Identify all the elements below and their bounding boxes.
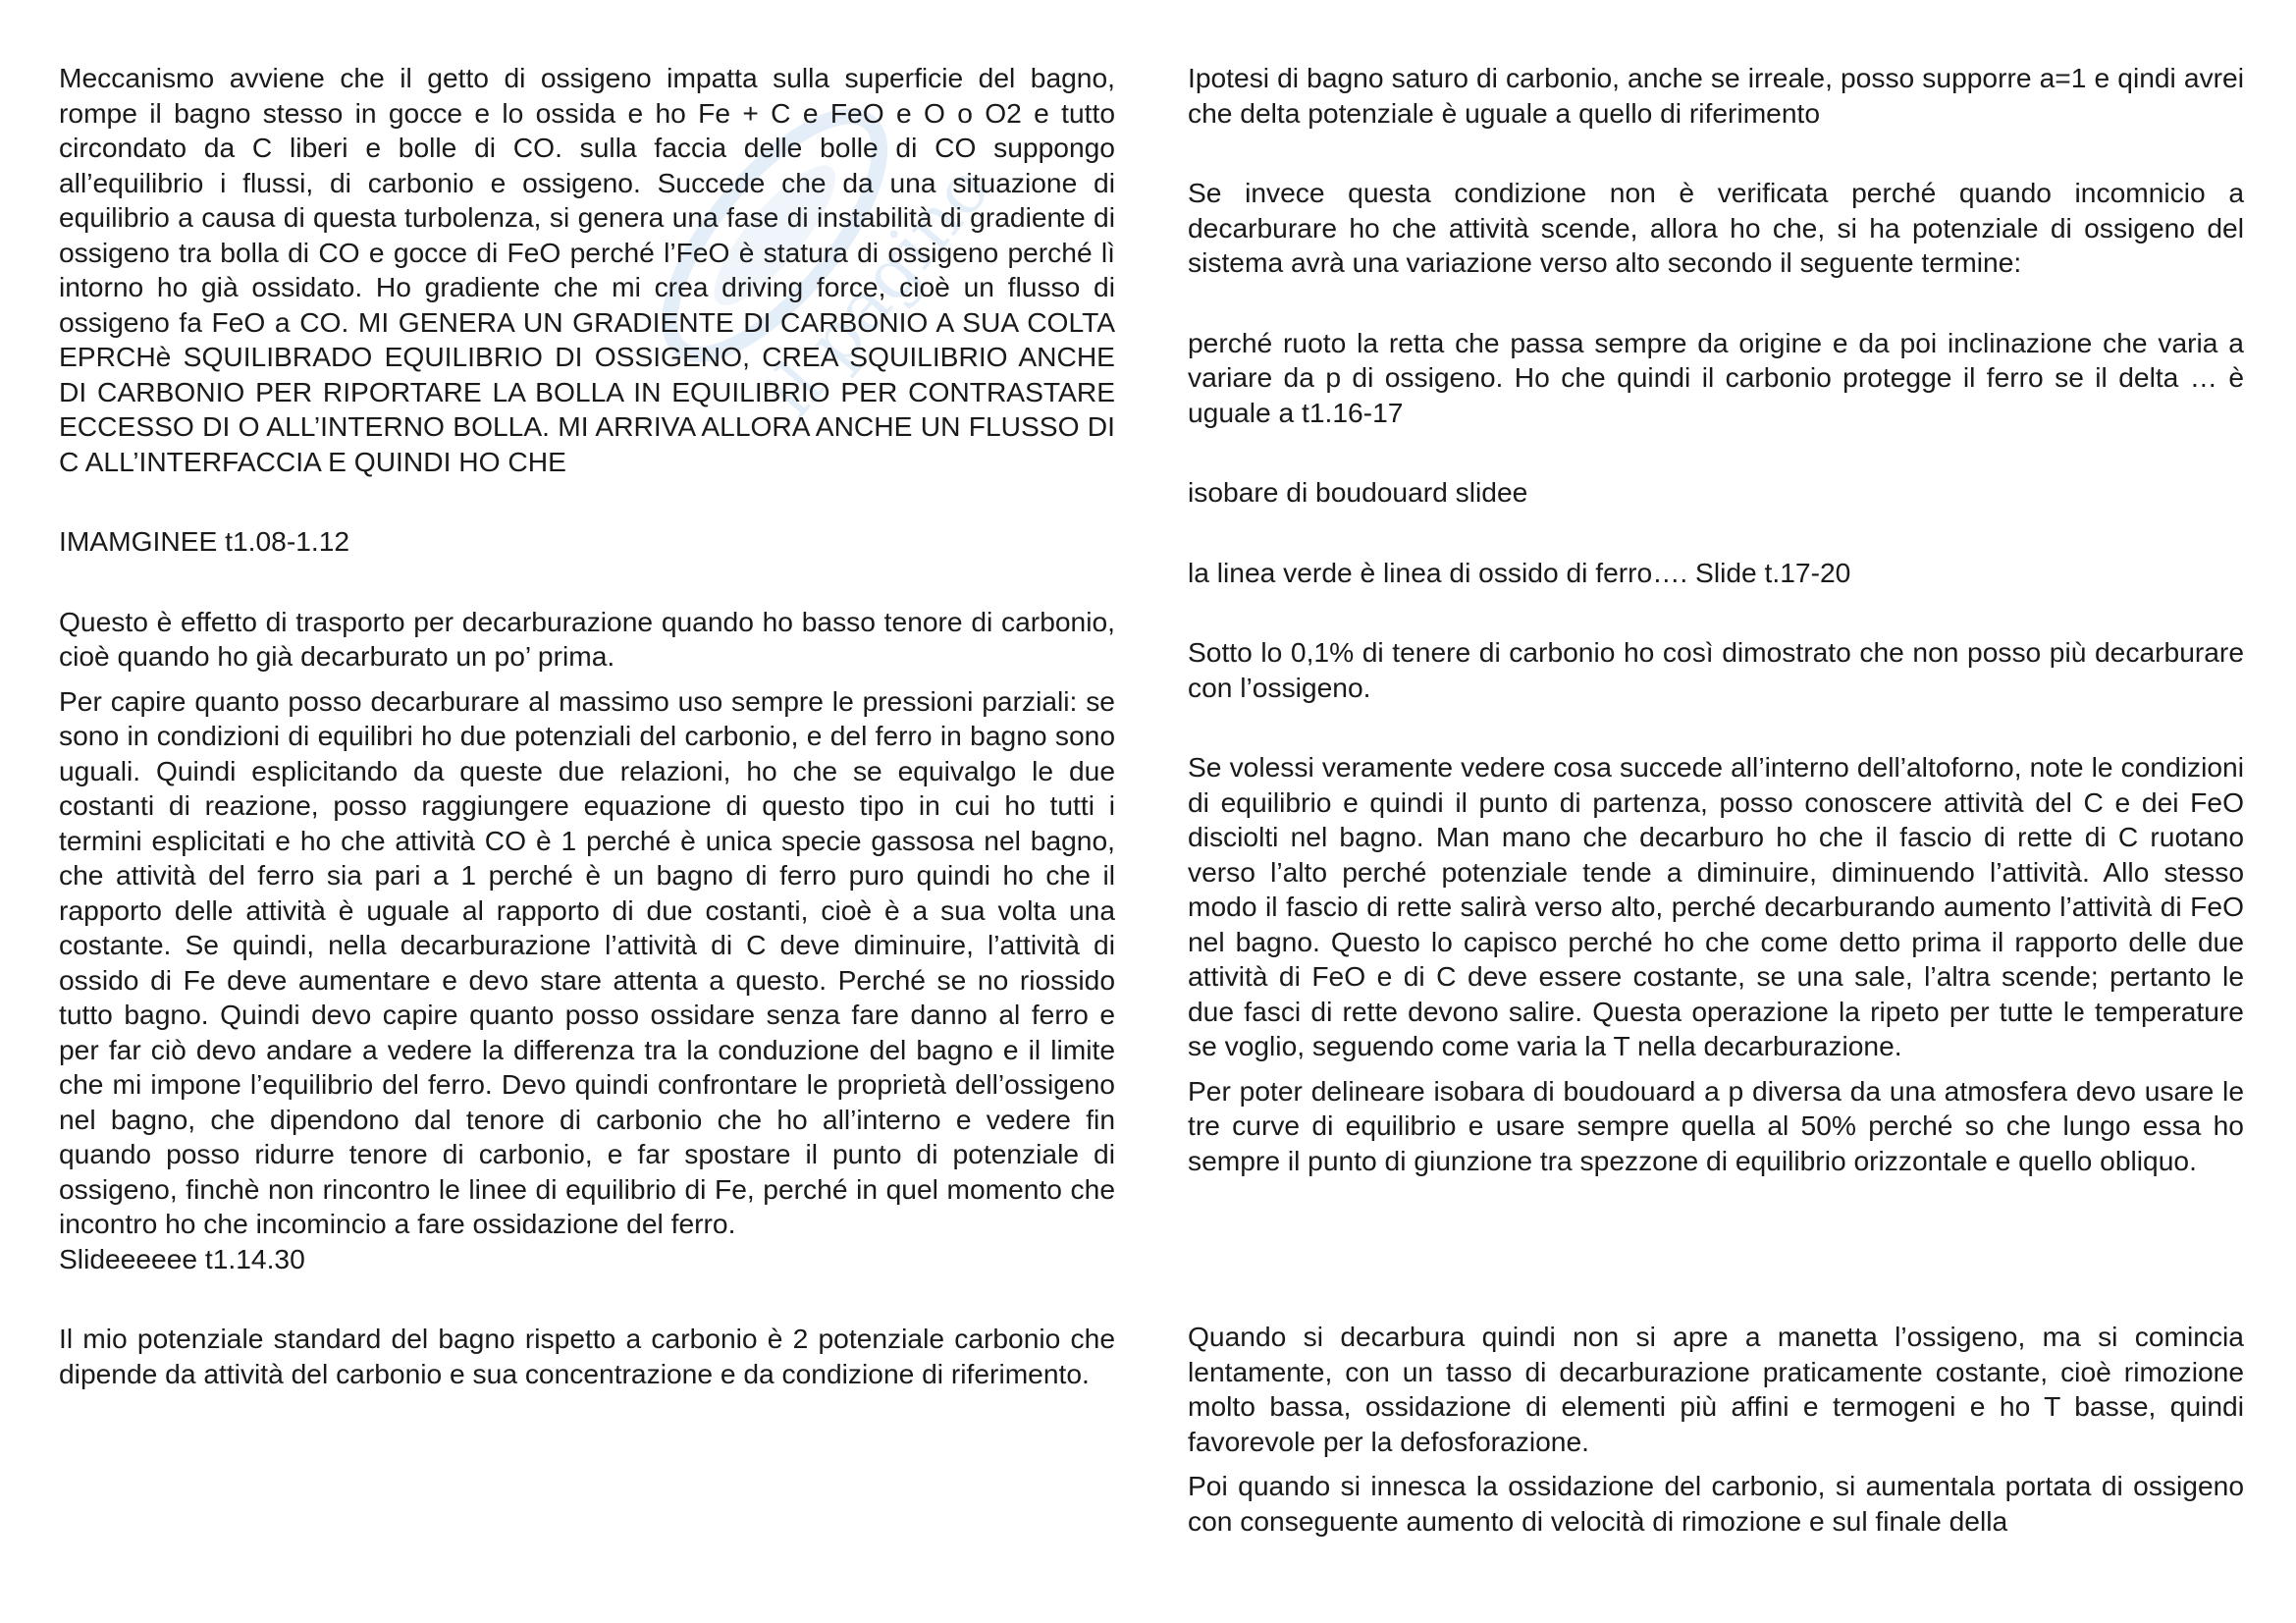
paragraph: Slideeeeee t1.14.30 — [59, 1242, 305, 1274]
paragraph: isobare di boudouard slidee — [1188, 476, 1528, 508]
paragraph: perché ruoto la retta che passa sempre da origine e da poi inclinazione che varia a variare da p di ossigeno. Ho che quindi il carbonio protegge il ferro se il delta … è uguale a t1.16-17 — [1188, 326, 2244, 428]
paragraph: IMAMGINEE t1.08-1.12 — [59, 525, 350, 557]
right-column — [1188, 61, 2244, 1539]
paragraph: Per poter delineare isobara di boudouard a p diversa da una atmosfera devo usare le tre curve di equilibrio e usare sempre quella al 50% perché so che lungo essa ho sempre il punto di giunzione tra spezzone di equilibrio orizzontale e quello obliquo. — [1188, 1074, 2244, 1176]
left-column — [59, 61, 1115, 1391]
paragraph: Se volessi veramente vedere cosa succede all’interno dell’altoforno, note le condizioni di equilibrio e quindi il punto di partenza, posso conoscere attività del C e dei FeO disciolti nel bagno. Man mano che decarburo ho che il fascio di rette di C ruotano verso l’alto perché potenziale tende a diminuire, diminuendo l’attività. Allo stesso modo il fascio di rette salirà verso alto, perché decarburando aumento l’attività di FeO nel bagno. Questo lo capisco perché ho che come detto prima il rapporto delle due attività di FeO e di C deve essere costante, se una sale, l’altra scende; pertanto le due fasci di rette devono salire. Questa operazione la ripeto per tutte le temperature se voglio, seguendo come varia la T nella decarburazione. — [1188, 751, 2244, 1061]
paragraph: Il mio potenziale standard del bagno rispetto a carbonio è 2 potenziale carbonio che dipende da attività del carbonio e sua concentrazione e da condizione di riferimento. — [59, 1323, 1115, 1389]
paragraph: Poi quando si innesca la ossidazione del carbonio, si aumentala portata di ossigeno con conseguente aumento di velocità di rimozione e sul finale della — [1188, 1470, 2244, 1537]
paragraph: Ipotesi di bagno saturo di carbonio, anche se irreale, posso supporre a=1 e qindi avrei che delta potenziale è uguale a quello di riferimento — [1188, 62, 2244, 129]
paragraph: Se invece questa condizione non è verificata perché quando incomnicio a decarburare ho che attività scende, allora ho che, si ha potenziale di ossigeno del sistema avrà una variazione verso alto secondo il seguente termine: — [1188, 177, 2244, 278]
watermark-text: il pagino — [749, 148, 1005, 433]
paragraph: Per capire quanto posso decarburare al massimo uso sempre le pressioni parziali: se sono in condizioni di equilibri ho due potenziali del carbonio, e del ferro in bagno sono uguali. Quindi esplicitando da queste due relazioni, ho che se equivalgo le due costanti di reazione, posso raggiungere equazione di questo tipo in cui ho tutti i termini esplicitati e ho che attività CO è 1 perché è unica specie gassosa nel bagno, che attività del ferro sia pari a 1 perché è un bagno di ferro puro quindi ho che il rapporto delle attività è uguale al rapporto di due costanti, cioè è a sua volta una costante. Se quindi, nella decarburazione l’attività di C deve diminuire, l’attività di ossido di Fe deve aumentare e devo stare attenta a questo. Perché se no riossido tutto bagno. Quindi devo capire quanto posso ossidare senza fare danno al ferro e per far ciò devo andare a vedere la differenza tra la conduzione del bagno e il limite che mi impone l’equilibrio del ferro. Devo quindi confrontare le proprietà dell’ossigeno nel bagno, che dipendono dal tenore di carbonio che ho all’interno e vedere fin quando posso ridurre tenore di carbonio, e far spostare il punto di potenziale di ossigeno, finchè non rincontro le linee di equilibrio di Fe, perché in quel momento che incontro ho che incomincio a fare ossidazione del ferro. — [59, 684, 1115, 1239]
paragraph: Sotto lo 0,1% di tenere di carbonio ho così dimostrato che non posso più decarburare con l’ossigeno. — [1188, 636, 2244, 703]
paragraph: Meccanismo avviene che il getto di ossigeno impatta sulla superficie del bagno, rompe il bagno stesso in gocce e lo ossida e ho Fe + C e FeO e O o O2 e tutto circondato da C liberi e bolle di CO. sulla faccia delle bolle di CO suppongo all’equilibrio i flussi, di carbonio e ossigeno. Succede che da una situazione di equilibrio a causa di questa turbolenza, si genera una fase di instabilità di gradiente di ossigeno tra bolla di CO e gocce di FeO perché l’FeO è statura di ossigeno perché lì intorno ho già ossidato. Ho gradiente che mi crea driving force, cioè un flusso di ossigeno fa FeO a CO. MI GENERA UN GRADIENTE DI CARBONIO A SUA COLTA EPRCHè SQUILIBRADO EQUILIBRIO DI OSSIGENO, CREA SQUILIBRIO ANCHE DI CARBONIO PER RIPORTARE LA BOLLA IN EQUILIBRIO PER CONTRASTARE ECCESSO DI O ALL’INTERNO BOLLA. MI ARRIVA ALLORA ANCHE UN FLUSSO DI C ALL’INTERFACCIA E QUINDI HO CHE — [59, 62, 1115, 477]
paragraph: Quando si decarbura quindi non si apre a manetta l’ossigeno, ma si comincia lentamente, con un tasso di decarburazione praticamente costante, cioè rimozione molto bassa, ossidazione di elementi più affini e termogeni e ho T basse, quindi favorevole per la defosforazione. — [1188, 1321, 2244, 1457]
paragraph: la linea verde è linea di ossido di ferro…. Slide t.17-20 — [1188, 556, 1851, 588]
paragraph: Questo è effetto di trasporto per decarburazione quando ho basso tenore di carbonio, cioè quando ho già decarburato un po’ prima. — [59, 605, 1115, 672]
